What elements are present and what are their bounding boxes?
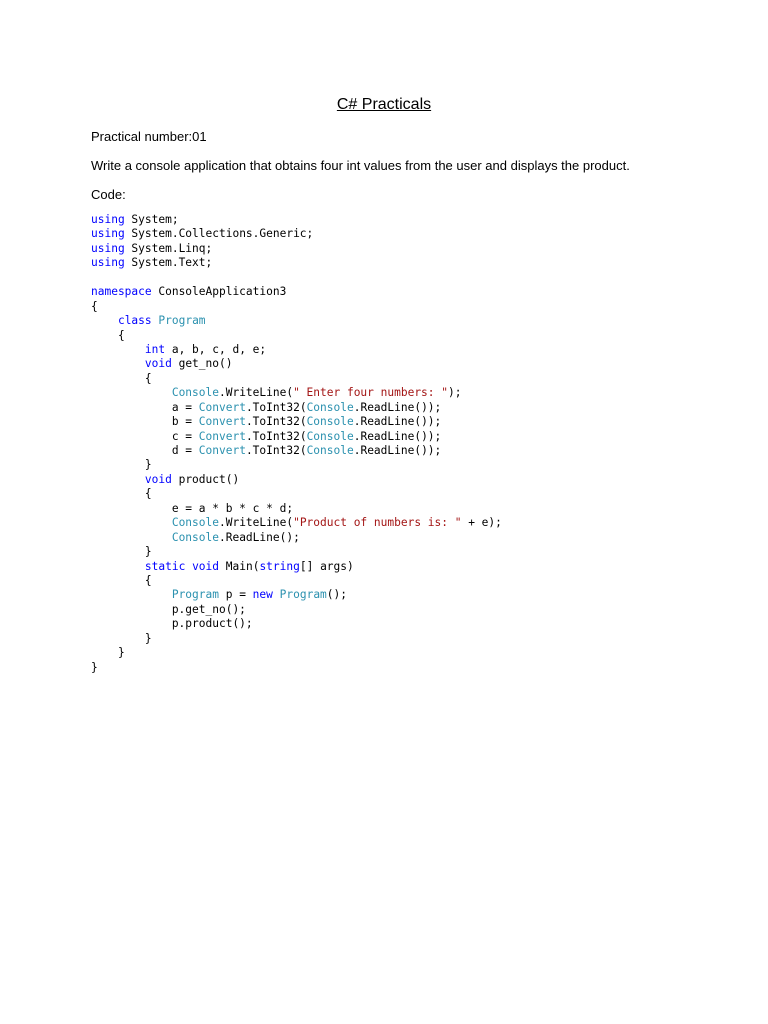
code-token-plain: .WriteLine(: [218, 516, 294, 530]
code-heading: Code:: [91, 187, 126, 202]
code-token-plain: .ToInt32(: [245, 415, 307, 429]
code-token-plain: {: [91, 328, 125, 342]
code-line: [91, 343, 502, 357]
code-line: [91, 458, 502, 472]
code-token-plain: ();: [326, 588, 348, 602]
code-token-keyword: static: [144, 559, 186, 573]
code-token-plain: a =: [91, 400, 199, 414]
code-token-plain: e = a * b * c * d;: [91, 501, 294, 515]
code-token-plain: [91, 314, 118, 327]
code-token-plain: [91, 343, 145, 356]
code-token-plain: .ToInt32(: [245, 429, 307, 443]
code-token-plain: .ReadLine();: [218, 530, 300, 544]
code-token-type: Console: [171, 516, 219, 530]
code-line: [91, 227, 502, 241]
code-token-plain: [91, 473, 145, 486]
code-line: [91, 271, 502, 285]
code-line: [91, 646, 502, 660]
code-token-plain: System.Text;: [124, 256, 213, 270]
task-description: Write a console application that obtains four int values from the user and displays the product.: [91, 158, 630, 173]
code-token-plain: [91, 357, 145, 370]
code-token-plain: Main(: [219, 559, 260, 573]
code-token-type: Console: [171, 386, 219, 400]
code-token-type: Console: [306, 400, 354, 414]
code-token-plain: }: [91, 646, 125, 660]
code-token-keyword: using: [91, 256, 125, 270]
code-token-plain: System.Collections.Generic;: [124, 227, 314, 241]
code-token-plain: [91, 588, 172, 601]
code-token-type: Console: [171, 530, 219, 544]
code-listing: [91, 213, 502, 675]
code-token-type: Convert: [198, 400, 246, 414]
code-line: [91, 603, 502, 617]
code-token-keyword: namespace: [91, 285, 152, 299]
code-token-plain: + e);: [461, 516, 502, 530]
code-line: [91, 300, 502, 314]
code-line: [91, 487, 502, 501]
code-token-plain: [91, 516, 172, 529]
code-token-keyword: using: [91, 227, 125, 241]
code-line: [91, 531, 502, 545]
code-line: [91, 502, 502, 516]
code-token-plain: {: [91, 371, 152, 385]
code-token-plain: [273, 588, 280, 601]
code-line: [91, 256, 502, 270]
code-token-type: Console: [306, 429, 354, 443]
code-token-plain: [] args): [299, 559, 354, 573]
code-token-plain: .ReadLine());: [353, 429, 442, 443]
code-token-type: Convert: [198, 415, 246, 429]
practical-number: Practical number:01: [91, 129, 207, 144]
code-token-keyword: new: [252, 588, 273, 602]
code-line: [91, 473, 502, 487]
code-token-string: " Enter four numbers: ": [293, 386, 448, 400]
code-token-type: Convert: [198, 444, 246, 457]
code-token-keyword: using: [91, 213, 125, 226]
code-line: [91, 632, 502, 646]
code-line: [91, 242, 502, 256]
code-token-plain: p =: [218, 588, 253, 602]
code-token-plain: {: [91, 299, 98, 313]
code-line: [91, 588, 502, 602]
code-line: [91, 329, 502, 343]
code-token-type: Program: [158, 314, 206, 328]
code-token-plain: product(): [171, 472, 240, 486]
code-line: [91, 430, 502, 444]
code-token-plain: .ReadLine());: [353, 415, 442, 429]
code-token-plain: p.get_no();: [91, 602, 246, 616]
code-token-keyword: string: [259, 559, 300, 573]
code-line: [91, 661, 502, 675]
code-line: [91, 386, 502, 400]
code-line: [91, 574, 502, 588]
code-token-plain: .ReadLine());: [353, 444, 442, 457]
code-token-plain: }: [91, 545, 152, 559]
code-line: [91, 415, 502, 429]
code-token-plain: [91, 386, 172, 399]
code-token-plain: get_no(): [171, 357, 233, 371]
code-token-type: Console: [306, 444, 354, 457]
code-token-plain: System.Linq;: [124, 241, 213, 255]
code-token-keyword: void: [144, 357, 172, 371]
code-line: [91, 401, 502, 415]
code-token-keyword: using: [91, 241, 125, 255]
code-token-plain: .ToInt32(: [245, 444, 307, 457]
code-token-keyword: class: [117, 314, 152, 328]
code-token-plain: }: [91, 660, 98, 674]
code-token-plain: .ToInt32(: [245, 400, 307, 414]
code-token-type: Convert: [198, 429, 246, 443]
page-title: C# Practicals: [336, 96, 432, 113]
code-token-plain: b =: [91, 415, 199, 429]
code-line: [91, 357, 502, 371]
code-token-type: Program: [279, 588, 327, 602]
code-token-plain: }: [91, 458, 152, 472]
code-token-plain: [91, 560, 145, 573]
code-token-plain: {: [91, 573, 152, 587]
code-line: [91, 617, 502, 631]
code-line: [91, 372, 502, 386]
code-line: [91, 213, 502, 227]
code-token-plain: d =: [91, 444, 199, 457]
code-token-keyword: int: [144, 342, 166, 356]
code-token-plain: {: [91, 487, 152, 501]
code-token-string: "Product of numbers is: ": [293, 516, 462, 530]
code-token-type: Program: [171, 588, 219, 602]
code-token-plain: a, b, c, d, e;: [165, 342, 267, 356]
code-token-keyword: void: [144, 472, 172, 486]
code-token-plain: .WriteLine(: [218, 386, 294, 400]
code-token-plain: }: [91, 631, 152, 645]
code-line: [91, 314, 502, 328]
code-line: [91, 545, 502, 559]
code-token-plain: c =: [91, 429, 199, 443]
code-token-plain: ConsoleApplication3: [151, 285, 287, 299]
code-token-plain: p.product();: [91, 617, 253, 631]
code-token-plain: .ReadLine());: [353, 400, 442, 414]
code-token-plain: );: [448, 386, 462, 400]
code-token-plain: System;: [124, 213, 179, 226]
code-line: [91, 444, 502, 458]
code-line: [91, 516, 502, 530]
code-line: [91, 285, 502, 299]
code-line: [91, 560, 502, 574]
code-token-plain: [91, 531, 172, 544]
code-token-keyword: void: [192, 559, 220, 573]
code-token-type: Console: [306, 415, 354, 429]
